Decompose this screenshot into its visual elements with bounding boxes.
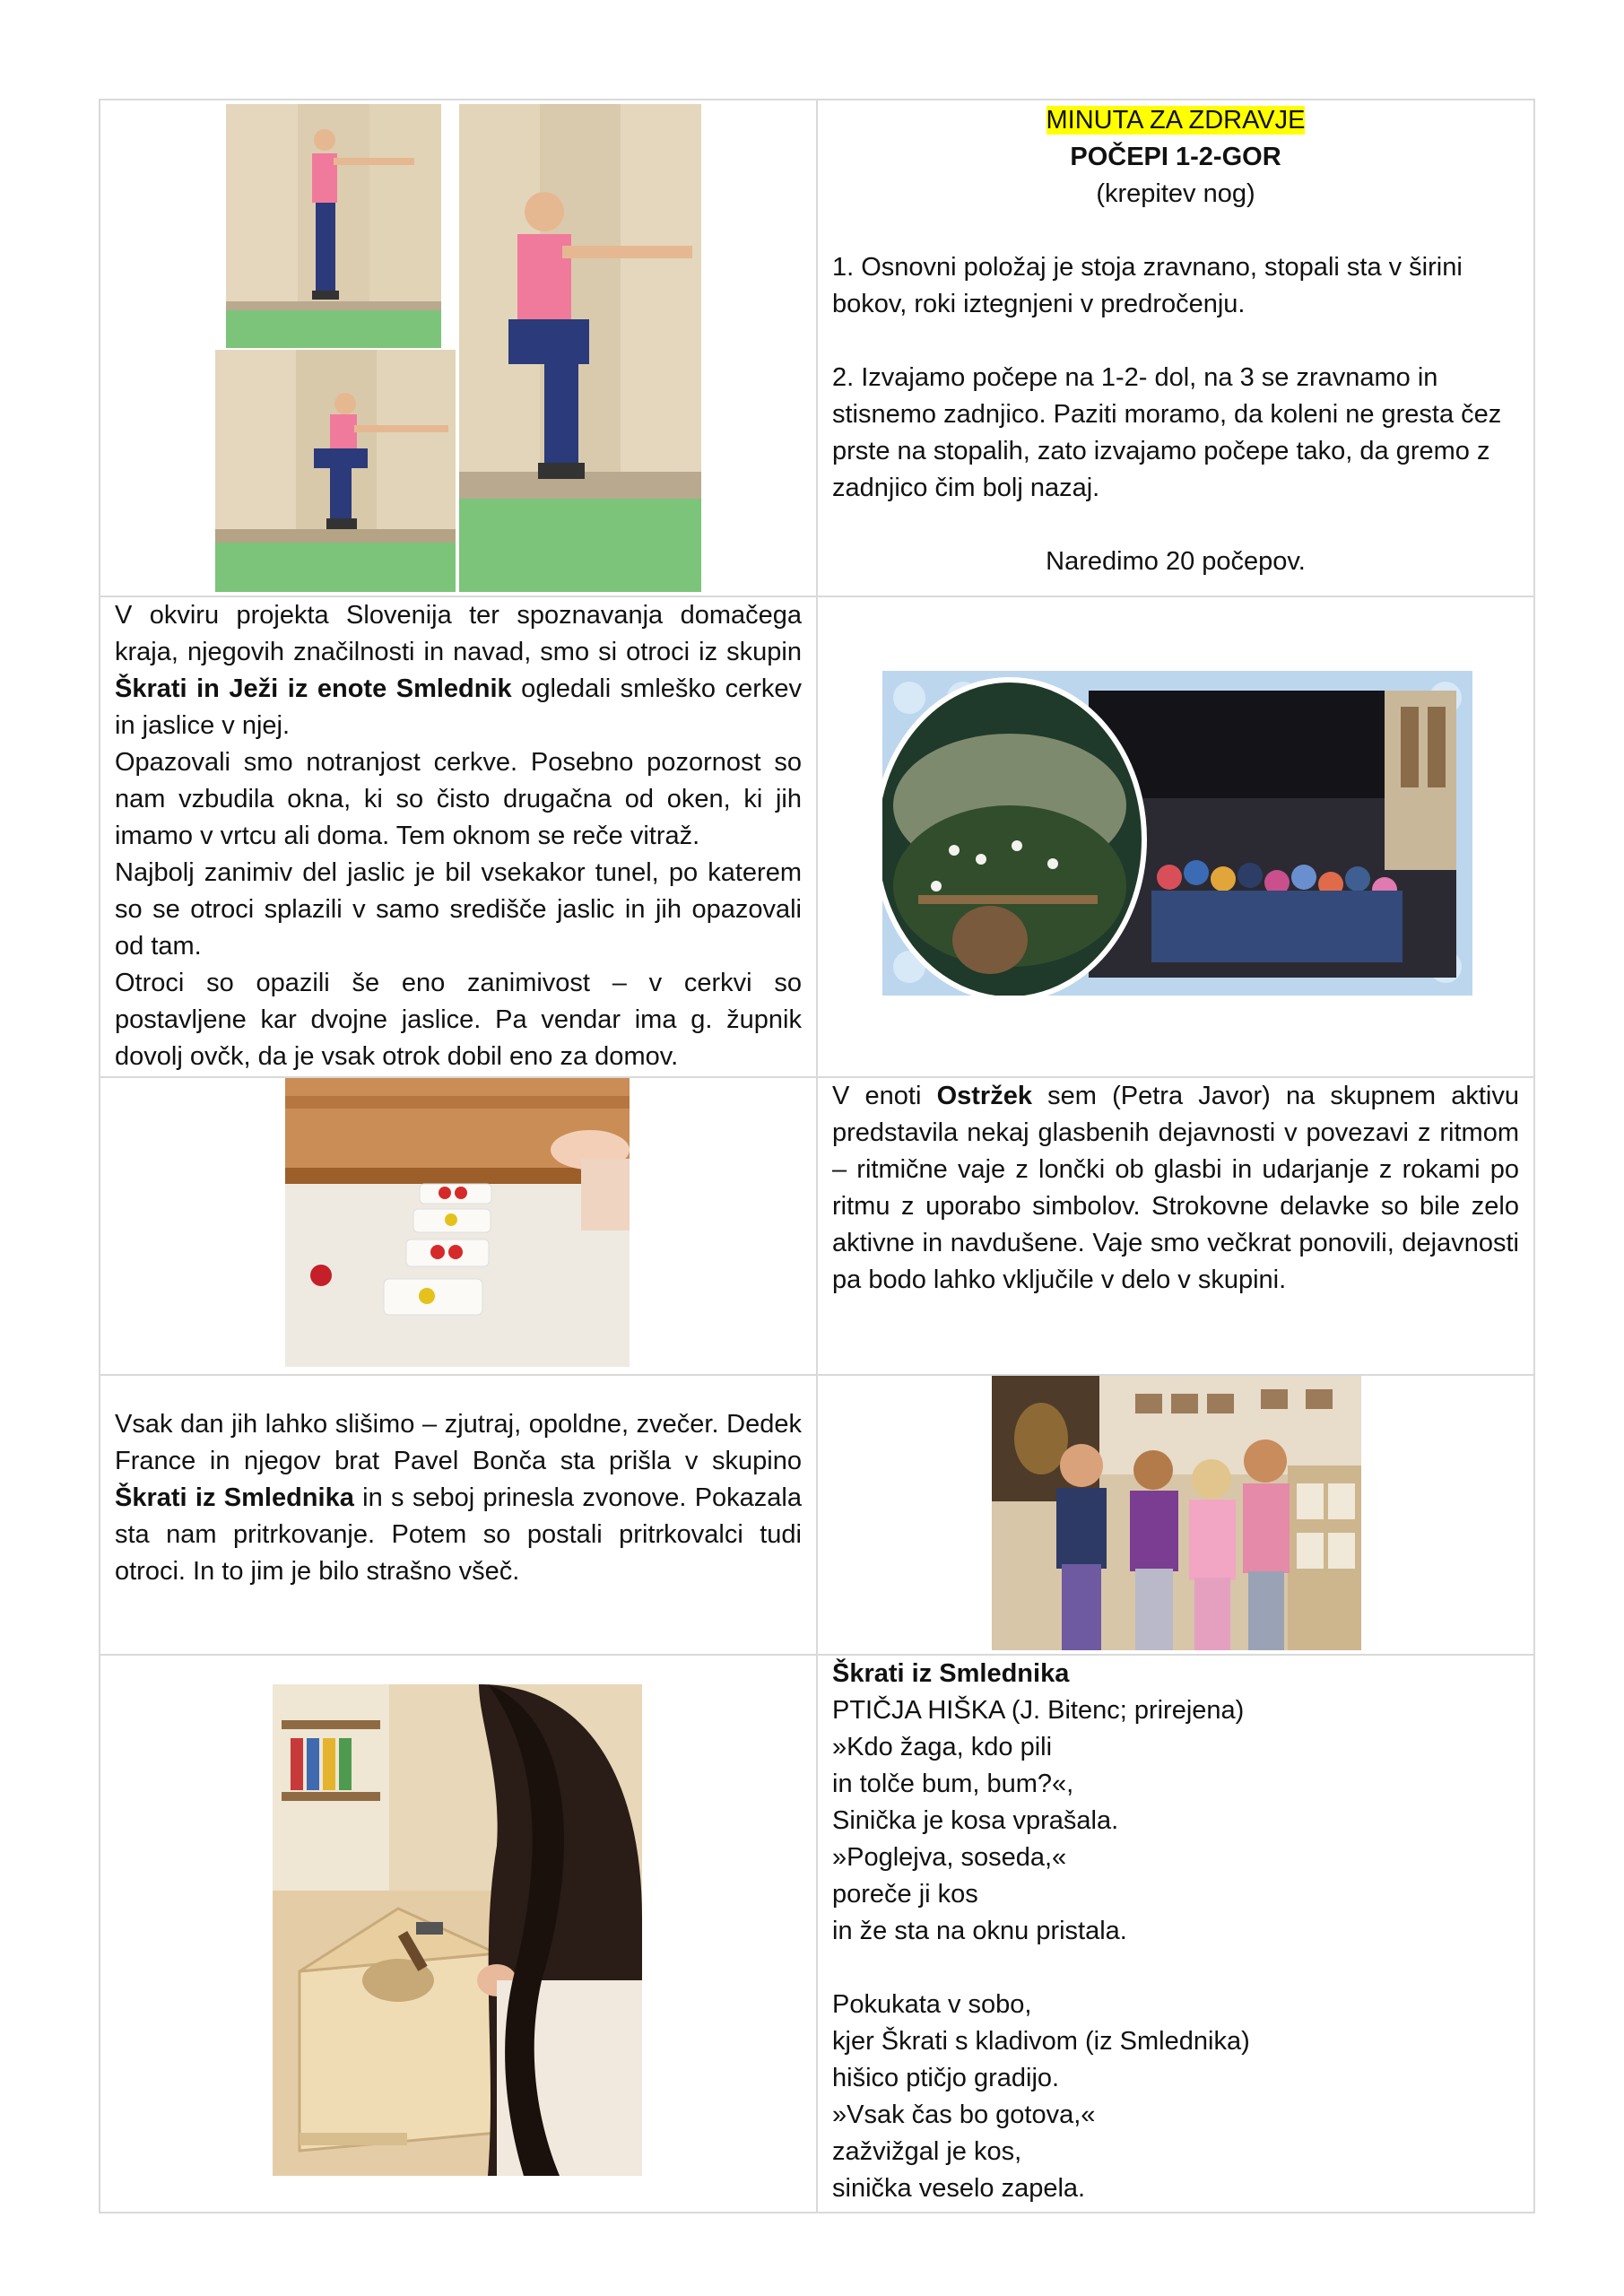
poem-title: PTIČJA HIŠKA (J. Bitenc; prirejena)	[832, 1696, 1245, 1725]
church-visit-text-cell	[100, 596, 817, 1077]
poem-line: sinička veselo zapela.	[832, 2174, 1086, 2203]
squat-photo-half	[459, 104, 701, 592]
rhythm-photo-cell	[100, 1077, 817, 1375]
squat-photo-standing	[226, 104, 441, 348]
poem-line: in tolče bum, bum?«,	[832, 1770, 1074, 1798]
bells-paragraph: Vsak dan jih lahko slišimo – zjutraj, opoldne, zvečer. Dedek France in njegov brat Pavel Bonča sta prišla v skupino Škrati iz Smlednika in s seboj prinesla zvonove. Pokazala sta nam pritrkovanje. Potem so postali pritrkovalci tudi otroci. In to jim je bilo strašno všeč.	[115, 1410, 802, 1586]
squat-photos-cell	[100, 100, 817, 596]
poem-line: »Vsak čas bo gotova,«	[832, 2100, 1096, 2129]
exercise-title: POČEPI 1-2-GOR	[1070, 143, 1281, 171]
poem-line: zažvižgal je kos,	[832, 2137, 1022, 2166]
church-visit-paragraph-1: V okviru projekta Slovenija ter spoznavanja domačega kraja, njegovih značilnosti in navad, smo si otroci iz skupin Škrati in Ježi iz enote Smlednik ogledali smleško cerkev in jaslice v njej.	[115, 601, 802, 740]
nativity-photo-cell	[817, 596, 1534, 1077]
poem-line: hišico ptičjo gradijo.	[832, 2064, 1060, 2092]
nativity-scene-photo	[882, 671, 1472, 996]
bells-text-cell	[100, 1375, 817, 1655]
poem-line: in že sta na oknu pristala.	[832, 1917, 1127, 1945]
rhythm-cups-photo	[285, 1078, 630, 1367]
church-visit-paragraph-4: Otroci so opazili še eno zanimivost – v cerkvi so postavljene kar dvojne jaslice. Pa vendar ima g. župnik dovolj ovčk, da je vsak otrok dobil eno za domov.	[115, 969, 802, 1071]
exercise-step-2: 2. Izvajamo počepe na 1-2- dol, na 3 se zravnamo in stisnemo zadnjico. Paziti moramo, da koleni ne gresta čez prste na stopalih, zato izvajamo počepe tako, da gremo z zadnjico čim bolj nazaj.	[832, 363, 1502, 502]
exercise-subtitle: (krepitev nog)	[1096, 179, 1255, 208]
health-minute-title: MINUTA ZA ZDRAVJE	[1046, 106, 1306, 135]
children-bells-photo	[992, 1376, 1361, 1650]
health-minute-cell	[817, 100, 1534, 596]
content-table	[99, 99, 1535, 2213]
poem-line: poreče ji kos	[832, 1880, 978, 1909]
music-activities-text: V enoti Ostržek sem (Petra Javor) na skupnem aktivu predstavila nekaj glasbenih dejavnosti v povezavi z ritmom – ritmične vaje z lončki ob glasbi in udarjanje z rokami po ritmu z uporabo simbolov. Strokovne delavke so bile zelo aktivne in navdušene. Vaje smo večkrat ponovili, dejavnosti pa bodo lahko vključile v delo v skupini.	[832, 1082, 1520, 1294]
poem-line: Sinička je kosa vprašala.	[832, 1806, 1119, 1835]
poem-line: kjer Škrati s kladivom (iz Smlednika)	[832, 2027, 1250, 2056]
birdhouse-photo-cell	[100, 1655, 817, 2213]
music-activities-cell	[817, 1077, 1534, 1375]
squat-photo-low	[215, 350, 456, 592]
exercise-repetitions: Naredimo 20 počepov.	[1046, 547, 1306, 576]
bells-photo-cell	[817, 1375, 1534, 1655]
poem-line: »Poglejva, soseda,«	[832, 1843, 1067, 1872]
poem-line: »Kdo žaga, kdo pili	[832, 1733, 1053, 1761]
church-visit-paragraph-3: Najbolj zanimiv del jaslic je bil vsekakor tunel, po katerem so se otroci splazili v samo središče jaslic in jih opazovali od tam.	[115, 858, 802, 961]
poem-cell	[817, 1655, 1534, 2213]
church-visit-paragraph-2: Opazovali smo notranjost cerkve. Posebno pozornost so nam vzbudila okna, ki so čisto drugačna od oken, ki jih imamo v vrtcu ali doma. Tem oknom se reče vitraž.	[115, 748, 802, 850]
birdhouse-photo	[273, 1684, 642, 2176]
poem-line: Pokukata v sobo,	[832, 1990, 1032, 2019]
poem-group-heading: Škrati iz Smlednika	[832, 1659, 1070, 1688]
exercise-step-1: 1. Osnovni položaj je stoja zravnano, stopali sta v širini bokov, roki iztegnjeni v predročenju.	[832, 253, 1463, 318]
